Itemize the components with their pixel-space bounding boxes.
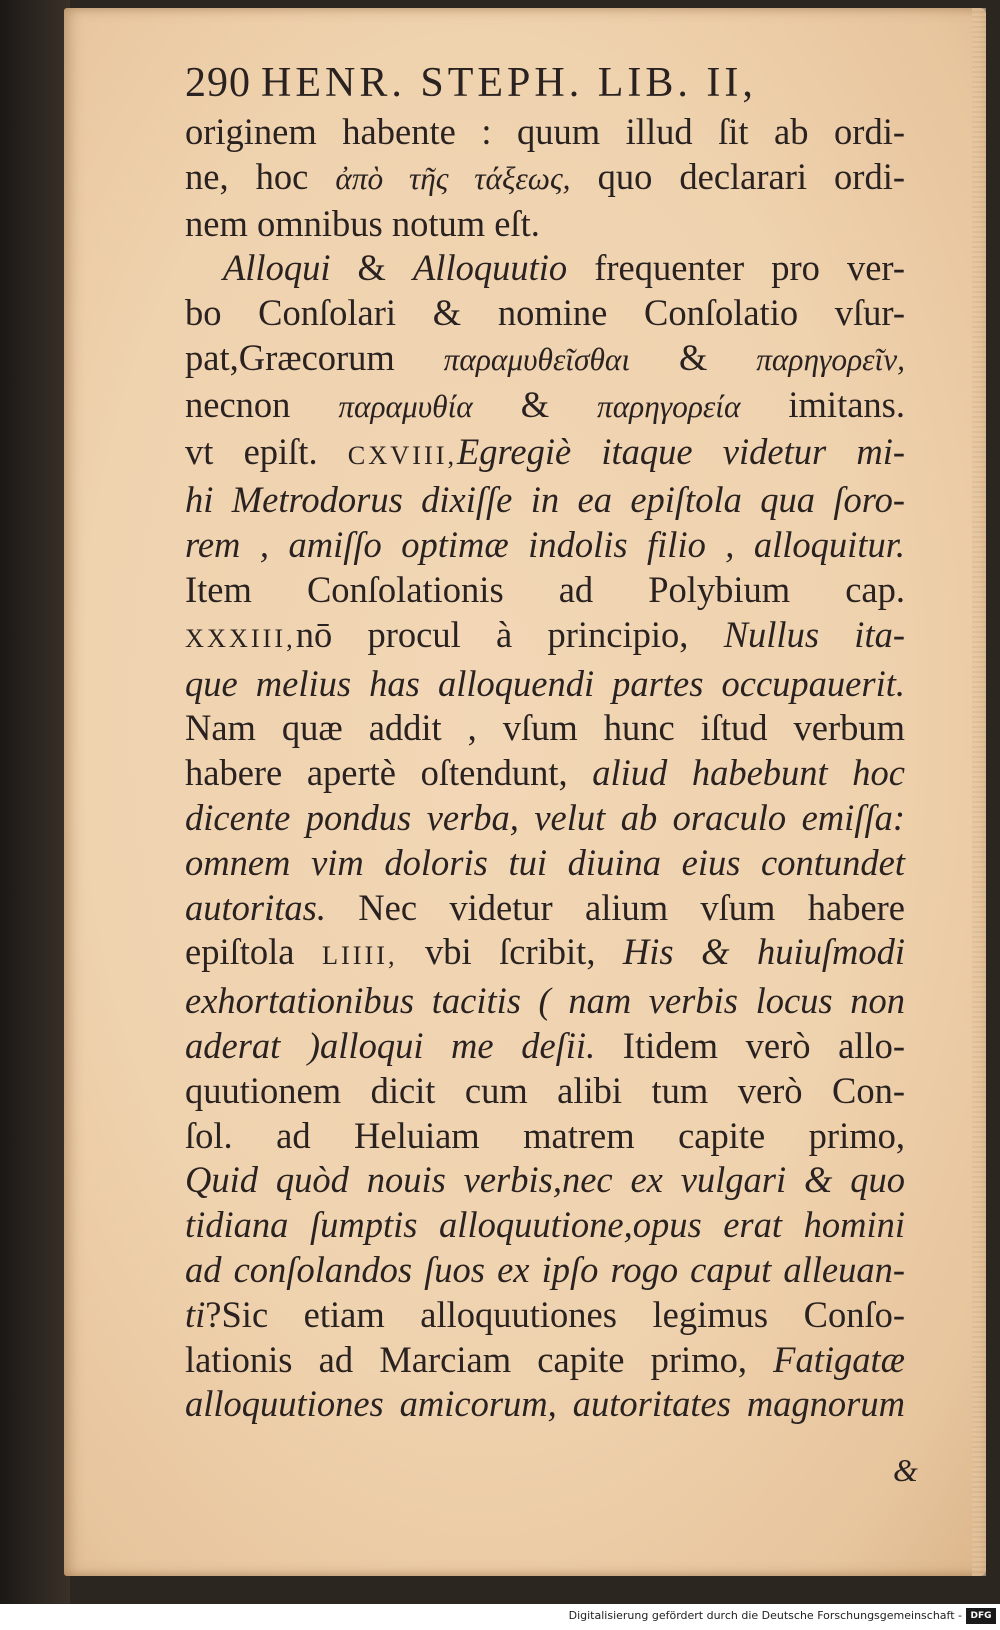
text-line-6: [185, 336, 905, 383]
text-run: Itidem verò allo-: [595, 1024, 905, 1066]
text-line-10: [185, 523, 905, 568]
text-line-24: [185, 1158, 905, 1203]
page-text: [185, 58, 975, 1427]
text-run: nō procul à principio,: [295, 613, 724, 655]
text-run: necnon: [185, 383, 339, 425]
italic-run: Alloqui: [223, 247, 331, 289]
text-line-13: [185, 662, 905, 707]
italic-run: exhortationibus tacitis ( nam verbis locus non: [185, 980, 905, 1022]
text-line-5: [185, 291, 905, 336]
text-run: originem habente : quum illud ſit ab ordi-: [185, 111, 905, 152]
italic-run: tidiana ſumptis alloquutione,opus erat homini: [185, 1204, 905, 1246]
text-line-4: [185, 246, 905, 291]
italic-run: His & huiuſmodi: [622, 931, 905, 973]
text-run: ne, hoc: [185, 155, 336, 197]
text-run: vt epiſt.: [185, 430, 348, 472]
numeral-run: CXVIII,: [347, 440, 458, 470]
text-line-22: [185, 1069, 905, 1114]
book-gutter: [0, 0, 70, 1630]
numeral-run: XXXIII,: [185, 623, 296, 653]
text-line-27: [185, 1293, 905, 1338]
text-run: vbi ſcribit,: [397, 931, 623, 973]
text-run: nem omnibus notum eſt.: [185, 202, 540, 244]
italic-run: aliud habebunt hoc: [592, 752, 905, 794]
italic-run: Alloquutio: [413, 247, 568, 289]
greek-phrase: παρηγορεῖν,: [756, 341, 905, 377]
text-run: frequenter pro ver-: [567, 247, 905, 289]
text-run: bo Conſolari & nomine Conſolatio vſur-: [185, 292, 905, 334]
text-run: ?Sic etiam alloquutiones legimus Conſo-: [205, 1293, 905, 1335]
italic-run: Egregiè itaque videtur mi-: [457, 430, 906, 472]
italic-run: Nullus ita-: [723, 613, 905, 655]
text-run: ſol. ad Heluiam matrem capite primo,: [185, 1114, 905, 1156]
text-line-29: [185, 1382, 905, 1427]
italic-run: ti: [185, 1293, 206, 1335]
italic-run: Quid quòd nouis verbis,nec ex vulgari & quo: [185, 1159, 905, 1201]
text-run: &: [630, 336, 757, 378]
text-line-9: [185, 478, 905, 523]
text-run: Nam quæ addit , vſum hunc iſtud verbum: [185, 707, 905, 749]
text-line-11: [185, 568, 905, 613]
greek-phrase: παραμυθία: [338, 388, 473, 424]
italic-run: hi Metrodorus dixiſſe in ea epiſtola qua ſoro-: [185, 479, 905, 521]
text-run: imitans.: [740, 383, 905, 425]
text-run: quutionem dicit cum alibi tum verò Con-: [185, 1069, 905, 1111]
greek-phrase: ἀπὸ τῆς τάξεως,: [335, 160, 571, 196]
italic-run: omnem vim doloris tui diuina eius contundet: [185, 841, 905, 883]
text-line-20: [185, 979, 905, 1024]
text-line-21: [185, 1024, 905, 1069]
italic-run: que melius has alloquendi partes occupauerit.: [185, 662, 905, 704]
text-run: quo declarari ordi-: [570, 155, 906, 197]
catchword: &: [893, 1452, 918, 1488]
greek-phrase: παρηγορεία: [597, 388, 741, 424]
italic-run: aderat )alloqui me deſii.: [185, 1024, 596, 1066]
text-line-17: [185, 841, 905, 886]
text-run: lationis ad Marciam capite primo,: [185, 1338, 774, 1380]
italic-run: autoritas.: [185, 886, 326, 928]
footer-bar: [0, 1604, 1000, 1630]
text-line-14: [185, 706, 905, 751]
text-line-18: [185, 886, 905, 931]
greek-phrase: παραμυθεῖσθαι: [443, 341, 631, 377]
running-head: [185, 58, 975, 108]
text-line-2: [185, 155, 905, 202]
text-line-26: [185, 1248, 905, 1293]
text-line-7: [185, 383, 905, 430]
text-run: Item Conſolationis ad Polybium cap.: [185, 568, 905, 610]
text-run: habere apertè oſtendunt,: [185, 752, 593, 794]
dfg-logo: DFG: [966, 1608, 996, 1624]
text-line-12: [185, 613, 905, 662]
text-run: pat,Græcorum: [185, 336, 444, 378]
running-title: HENR. STEPH. LIB. II,: [261, 60, 757, 106]
text-line-1: [185, 110, 905, 155]
text-line-19: [185, 930, 905, 979]
numeral-run: LIIII,: [321, 941, 398, 971]
text-run: Nec videtur alium vſum habere: [325, 886, 905, 928]
text-line-3: [185, 202, 905, 247]
text-line-8: [185, 430, 905, 479]
italic-run: ad conſolandos ſuos ex ipſo rogo caput alleuan-: [185, 1248, 905, 1290]
text-line-28: [185, 1338, 905, 1383]
text-line-23: [185, 1114, 905, 1159]
funding-credit: Digitalisierung gefördert durch die Deutsche Forschungsgemeinschaft -: [568, 1609, 962, 1622]
page-number: 290: [185, 60, 251, 106]
italic-run: rem , amiſſo optimæ indolis filio , alloquitur.: [185, 524, 905, 566]
text-line-25: [185, 1203, 905, 1248]
text-line-16: [185, 796, 905, 841]
text-run: &: [472, 383, 597, 425]
text-run: &: [330, 247, 414, 289]
italic-run: alloquutiones amicorum, autoritates magnorum: [185, 1383, 905, 1425]
text-run: epiſtola: [185, 931, 322, 973]
text-line-15: [185, 751, 905, 796]
italic-run: dicente pondus verba, velut ab oraculo emiſſa:: [185, 796, 905, 838]
italic-run: Fatigatæ: [773, 1338, 905, 1380]
